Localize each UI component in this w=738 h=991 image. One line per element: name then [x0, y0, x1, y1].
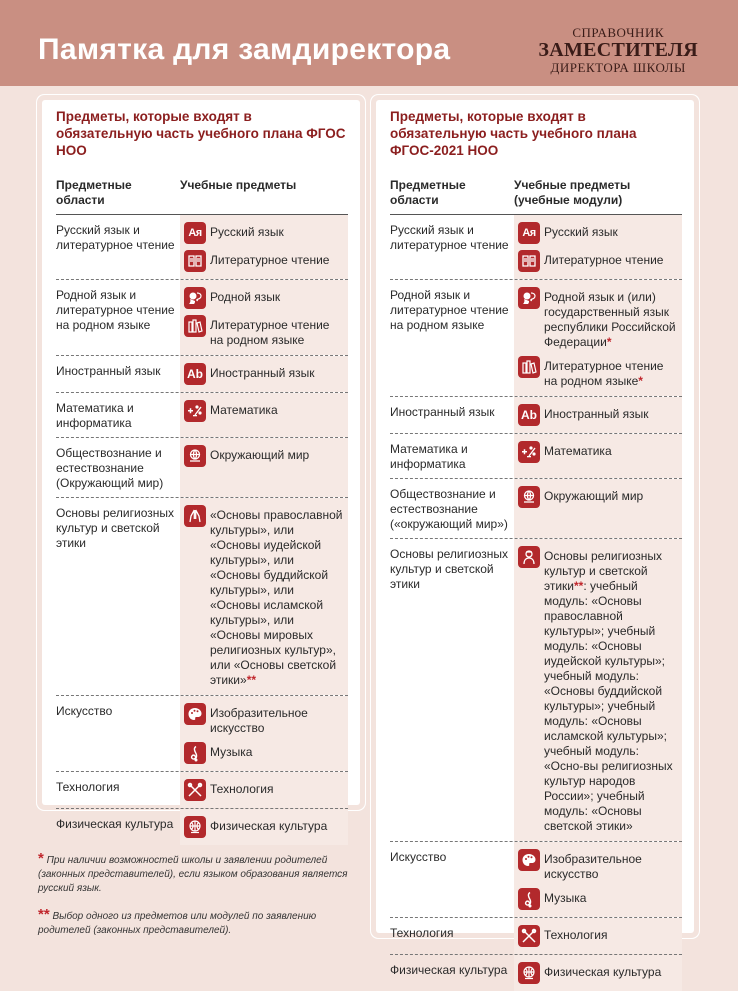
left-card-title: Предметы, которые входят в обязательную часть учебного плана ФГОС НОО [56, 109, 346, 158]
subject-label: «Основы православной культуры», или «Основы иудейской культуры», или «Основы буддийской культуры», или «Основы исламской культуры», или «Основы мировых религиозных культур», или «Основы светской этики» [210, 508, 343, 687]
subject-item [518, 219, 678, 247]
left-card [42, 100, 360, 833]
subject-label: Русский язык [544, 225, 618, 239]
book-icon [184, 250, 206, 272]
subject-item [184, 502, 344, 691]
subject-text [206, 703, 344, 736]
text-icon: Ая [518, 222, 540, 244]
subject-text [540, 486, 678, 504]
subjects-cell [180, 280, 348, 355]
left-column-header [56, 178, 348, 215]
footnote-2-text: Выбор одного из предметов или модулей по заявлению родителей (законных представителей). [38, 911, 317, 936]
music-icon [518, 888, 540, 910]
subject-item [184, 700, 344, 739]
subject-text [540, 925, 678, 943]
subject-text [206, 779, 344, 797]
subject-label: Литературное чтение на родном языке [210, 318, 330, 347]
subject-label: Родной язык [210, 290, 281, 304]
right-column-header [390, 178, 682, 215]
subject-label: Родной язык и (или) государственный язык республики Российской Федерации [544, 290, 676, 349]
subject-item [184, 312, 344, 351]
subject-text [540, 287, 678, 350]
foreign-icon: Ab [518, 404, 540, 426]
subject-area: Основы религиозных культур и светской этики [390, 547, 508, 591]
table-row [56, 498, 348, 696]
tools-icon [518, 925, 540, 947]
right-table [390, 215, 682, 991]
subject-area: Основы религиозных культур и светской этики [56, 506, 174, 550]
subjects-cell [180, 772, 348, 808]
subject-label: Изобразительное искусство [210, 706, 308, 735]
subject-label: Математика [210, 403, 278, 417]
subject-label: Технология [544, 928, 608, 942]
left-col2-label: Учебные предметы [180, 178, 297, 192]
subject-item [518, 922, 678, 950]
subject-text [206, 222, 344, 240]
header-banner [0, 0, 738, 86]
subjects-cell [180, 393, 348, 437]
subjects-cell [514, 434, 682, 478]
math-icon [518, 441, 540, 463]
subjects-cell [514, 280, 682, 396]
brand-line1: СПРАВОЧНИК [572, 25, 665, 40]
subject-label: Изобразительное искусство [544, 852, 642, 881]
subject-text [540, 356, 678, 389]
subject-item [518, 483, 678, 511]
subject-area: Иностранный язык [56, 364, 161, 378]
brand-line2: ЗАМЕСТИТЕЛЯ [538, 39, 698, 61]
table-row [56, 356, 348, 393]
subject-area: Иностранный язык [390, 405, 495, 419]
subject-item [518, 438, 678, 466]
speech-icon [184, 287, 206, 309]
subject-text [206, 400, 344, 418]
person-icon [518, 546, 540, 568]
subjects-cell [514, 918, 682, 954]
left-col1-label: Предметные области [56, 178, 132, 207]
subject-label: Музыка [210, 745, 253, 759]
subject-item [184, 442, 344, 470]
table-row [390, 397, 682, 434]
subject-label: Литературное чтение [210, 253, 330, 267]
subject-area: Искусство [390, 850, 447, 864]
footnote-1-text: При наличии возможностей школы и заявлении родителей (законных представителей), если языком образования является русский язык. [38, 855, 348, 894]
subject-area: Русский язык и литературное чтение [390, 223, 509, 252]
subject-area: Родной язык и литературное чтение на родном языке [56, 288, 175, 332]
subject-item [518, 543, 678, 837]
footnote-mark: * [638, 374, 643, 388]
subjects-cell [180, 498, 348, 695]
right-card [376, 100, 694, 979]
subject-text [206, 445, 344, 463]
subject-text [206, 363, 344, 381]
ball-icon [184, 816, 206, 838]
subject-area: Технология [56, 780, 120, 794]
text-icon: Ая [184, 222, 206, 244]
subject-item [184, 284, 344, 312]
subject-text [540, 222, 678, 240]
subject-area: Обществознание и естествознание («окружающий мир») [390, 487, 508, 531]
footnote-mark: ** [246, 673, 257, 687]
footnote-2-mark: ** [38, 906, 50, 923]
subjects-cell [514, 479, 682, 538]
right-col2-label: Учебные предметы (учебные модули) [514, 178, 631, 207]
subject-text [206, 250, 344, 268]
footnote-mark: * [606, 335, 612, 349]
subject-area: Технология [390, 926, 454, 940]
subject-item [184, 776, 344, 804]
subject-area: Искусство [56, 704, 113, 718]
table-row [56, 438, 348, 498]
subject-label: Физическая культура [210, 819, 328, 833]
subjects-cell [514, 397, 682, 433]
subject-label: Русский язык [210, 225, 284, 239]
subjects-cell [180, 438, 348, 497]
subject-text [540, 962, 678, 980]
subject-item [184, 813, 344, 841]
subject-label: Литературное чтение на родном языке [544, 359, 664, 388]
table-row [390, 539, 682, 842]
subject-label: Музыка [544, 891, 587, 905]
subject-area: Математика и информатика [56, 401, 134, 430]
hands-icon [184, 505, 206, 527]
table-row [56, 215, 348, 280]
subject-item [184, 360, 344, 388]
table-row [56, 772, 348, 809]
footnote-1 [38, 852, 348, 896]
table-row [390, 479, 682, 539]
table-row [390, 280, 682, 397]
subject-item [518, 247, 678, 275]
books-icon [184, 315, 206, 337]
subject-area: Родной язык и литературное чтение на родном языке [390, 288, 509, 332]
subject-area: Математика и информатика [390, 442, 468, 471]
table-row [390, 215, 682, 280]
subjects-cell [514, 539, 682, 841]
globe-icon [184, 445, 206, 467]
subject-item [518, 284, 678, 353]
subject-item [184, 397, 344, 425]
palette-icon [184, 703, 206, 725]
tools-icon [184, 779, 206, 801]
subject-area: Обществознание и естествознание (Окружающий мир) [56, 446, 164, 490]
subject-area: Физическая культура [390, 963, 508, 977]
subject-label: Окружающий мир [544, 489, 644, 503]
music-icon [184, 742, 206, 764]
table-row [56, 280, 348, 356]
subject-label: Иностранный язык [544, 407, 649, 421]
subject-text [540, 888, 678, 906]
speech-icon [518, 287, 540, 309]
ball-icon [518, 962, 540, 984]
footnotes [38, 852, 348, 950]
right-card-title: Предметы, которые входят в обязательную часть учебного плана ФГОС-2021 НОО [390, 109, 637, 158]
subject-item [518, 401, 678, 429]
page-title: Памятка для замдиректора [38, 33, 451, 66]
subject-text [540, 250, 678, 268]
right-col1-label: Предметные области [390, 178, 466, 207]
table-row [390, 434, 682, 479]
footnote-mark: ** [574, 579, 584, 593]
subject-item [184, 247, 344, 275]
subject-label: Математика [544, 444, 612, 458]
subjects-cell [514, 955, 682, 991]
table-row [56, 393, 348, 438]
subjects-cell [180, 696, 348, 771]
subjects-cell [514, 215, 682, 279]
subject-text [540, 441, 678, 459]
subject-item [184, 219, 344, 247]
subject-item [518, 846, 678, 885]
subject-text [540, 546, 678, 834]
footnote-1-mark: * [38, 850, 44, 867]
table-row [56, 696, 348, 772]
subject-label: Технология [210, 782, 274, 796]
subjects-cell [180, 356, 348, 392]
left-table [56, 215, 348, 845]
subject-item [518, 353, 678, 392]
subject-text [540, 849, 678, 882]
brand-line3: ДИРЕКТОРА ШКОЛЫ [550, 60, 686, 75]
subject-modules: : учебный модуль: «Основы православной культуры»; учебный модуль: «Основы иудейской культуры»; учебный модуль: «Основы буддийской культуры»; учебный модуль: «Основы исламской культуры»; учебный модуль: «Осно-вы религиозных культур народов России»; учебный модуль: «Основы светской этики» [544, 579, 673, 833]
subject-text [206, 816, 344, 834]
globe-icon [518, 486, 540, 508]
foreign-icon: Ab [184, 363, 206, 385]
subject-label: Окружающий мир [210, 448, 310, 462]
subject-text [206, 287, 344, 305]
books-icon [518, 356, 540, 378]
subject-text [206, 505, 344, 688]
subject-area: Русский язык и литературное чтение [56, 223, 175, 252]
subject-label: Физическая культура [544, 965, 662, 979]
math-icon [184, 400, 206, 422]
subjects-cell [180, 215, 348, 279]
subject-text [206, 742, 344, 760]
book-icon [518, 250, 540, 272]
table-row [390, 955, 682, 991]
subject-item [518, 885, 678, 913]
subject-text [206, 315, 344, 348]
table-row [390, 842, 682, 918]
footnote-2 [38, 908, 348, 938]
subject-area: Физическая культура [56, 817, 174, 831]
table-row [390, 918, 682, 955]
subject-text [540, 404, 678, 422]
subject-label: Основы религиозных культур и светской этики [544, 549, 662, 593]
subjects-cell [180, 809, 348, 845]
subject-item [518, 959, 678, 987]
table-row [56, 809, 348, 845]
subject-label: Литературное чтение [544, 253, 664, 267]
subject-label: Иностранный язык [210, 366, 315, 380]
subjects-cell [514, 842, 682, 917]
palette-icon [518, 849, 540, 871]
brand-logo [538, 26, 698, 74]
subject-item [184, 739, 344, 767]
